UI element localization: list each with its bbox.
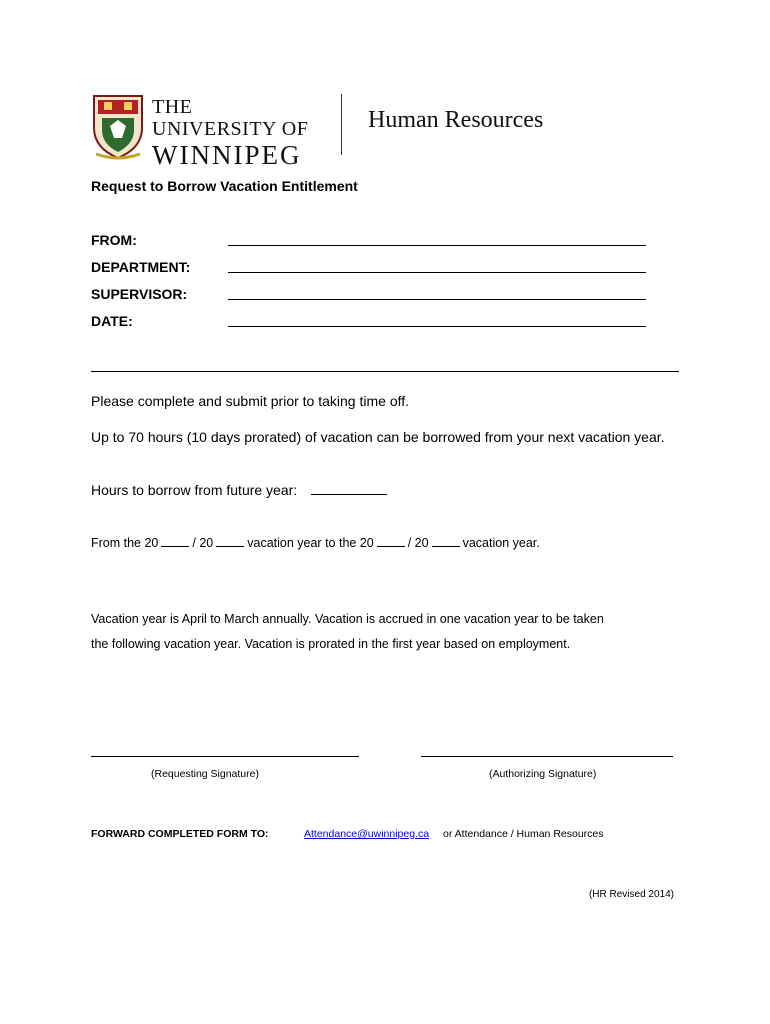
instruction-text: Please complete and submit prior to taking time off.: [91, 393, 410, 409]
requesting-signature-caption: (Requesting Signature): [151, 768, 259, 780]
revision-note: (HR Revised 2014): [588, 889, 674, 900]
authorizing-signature-field[interactable]: [421, 756, 673, 757]
year-row: [91, 535, 540, 550]
to-year-start-field[interactable]: [377, 535, 405, 547]
logo-line1: THE UNIVERSITY OF: [152, 96, 309, 140]
from-year-end-field[interactable]: [216, 535, 244, 547]
department-title: Human Resources: [368, 107, 544, 133]
hours-row: [91, 482, 387, 498]
forward-alternative: or Attendance / Human Resources: [443, 828, 604, 840]
university-crest-icon: [90, 92, 146, 160]
hours-label: Hours to borrow from future year:: [91, 482, 298, 498]
forward-label: FORWARD COMPLETED FORM TO:: [91, 828, 269, 840]
from-label: FROM:: [91, 232, 137, 248]
attendance-email-link[interactable]: Attendance@uwinnipeg.ca: [304, 828, 430, 840]
vacation-note-line1: Vacation year is April to March annually. Vacation is accrued in one vacation year to be taken: [91, 612, 604, 626]
limit-text: Up to 70 hours (10 days prorated) of vacation can be borrowed from your next vacation year.: [91, 429, 665, 445]
supervisor-field[interactable]: [228, 299, 646, 300]
year-text-to: vacation year to the 20: [247, 536, 374, 550]
requesting-signature-field[interactable]: [91, 756, 359, 757]
authorizing-signature-caption: (Authorizing Signature): [489, 768, 597, 780]
form-title: Request to Borrow Vacation Entitlement: [91, 178, 358, 194]
header-divider: [341, 94, 342, 155]
hours-field[interactable]: [311, 483, 387, 495]
year-text-end: vacation year.: [462, 536, 540, 550]
date-field[interactable]: [228, 326, 646, 327]
supervisor-label: SUPERVISOR:: [91, 286, 188, 302]
university-wordmark: [152, 96, 322, 170]
year-text-slash1: / 20: [192, 536, 214, 550]
section-divider: [91, 371, 679, 372]
year-text-from: From the 20: [91, 536, 159, 550]
to-year-end-field[interactable]: [432, 535, 460, 547]
department-field[interactable]: [228, 272, 646, 273]
date-label: DATE:: [91, 313, 133, 329]
department-label: DEPARTMENT:: [91, 259, 191, 275]
from-field[interactable]: [228, 245, 646, 246]
from-year-start-field[interactable]: [161, 535, 189, 547]
vacation-note-line2: the following vacation year. Vacation is prorated in the first year based on employment.: [91, 637, 571, 651]
logo-line2: WINNIPEG: [152, 140, 302, 170]
year-text-slash2: / 20: [407, 536, 429, 550]
